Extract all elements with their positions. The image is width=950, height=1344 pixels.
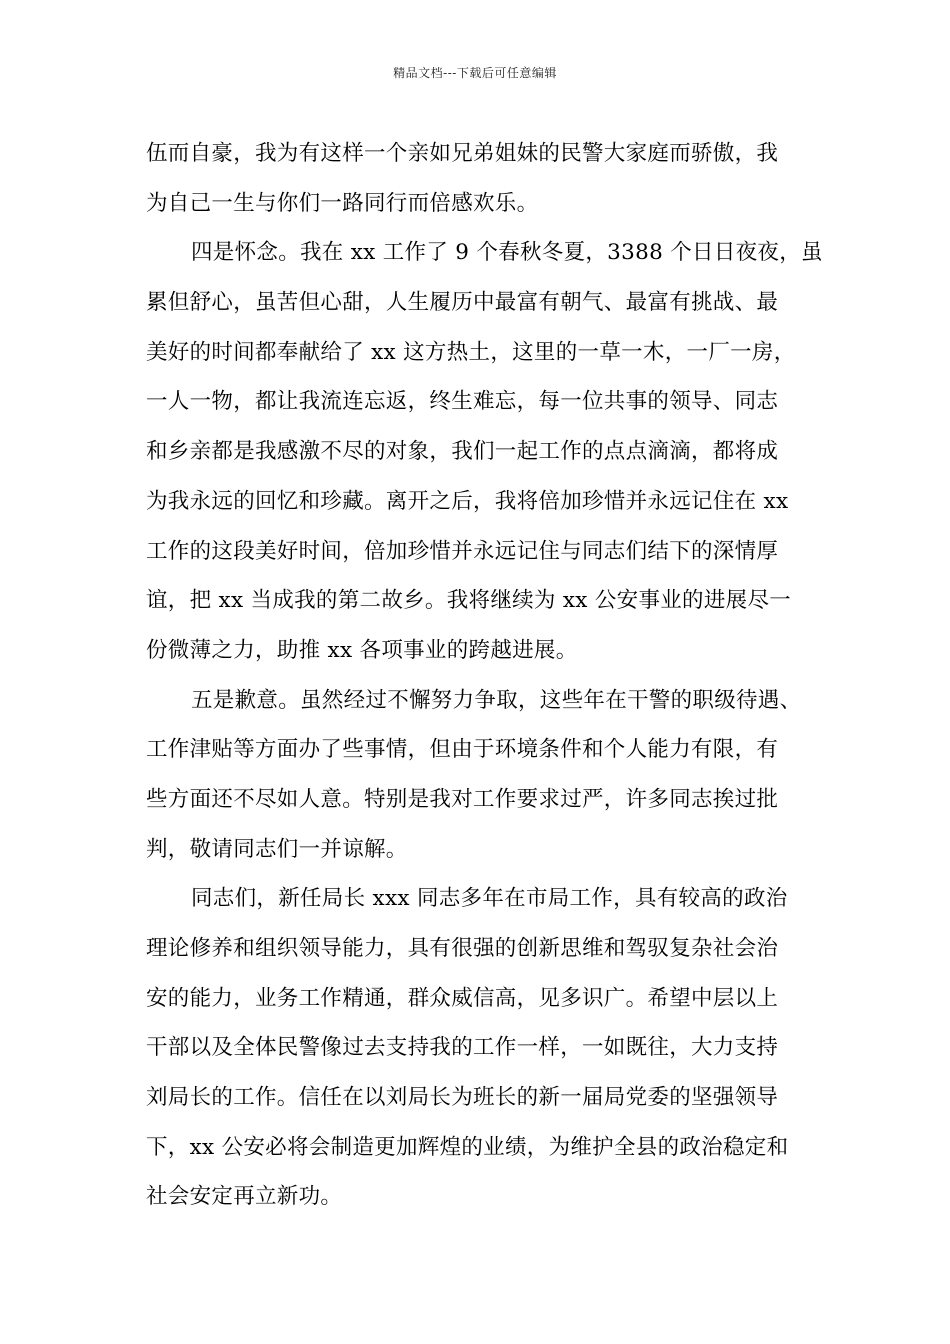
text-line: 为我永远的回忆和珍藏。离开之后，我将倍加珍惜并永远记住在 xx [146,488,789,514]
text-line: 干部以及全体民警像过去支持我的工作一样，一如既往，大力支持 [146,1035,779,1061]
paragraph-start-line: 同志们，新任局长 xxx 同志多年在市局工作，具有较高的政治 [191,886,788,912]
text-line: 美好的时间都奉献给了 xx 这方热土，这里的一草一木，一厂一房， [146,339,796,365]
text-line: 和乡亲都是我感激不尽的对象，我们一起工作的点点滴滴，都将成 [146,439,779,465]
text-line: 为自己一生与你们一路同行而倍感欢乐。 [146,190,539,216]
text-line: 份微薄之力，助推 xx 各项事业的跨越进展。 [146,637,578,663]
document-body [146,129,826,1222]
text-line: 工作津贴等方面办了些事情，但由于环境条件和个人能力有限，有 [146,737,779,763]
text-line: 社会安定再立新功。 [146,1184,343,1210]
text-line: 工作的这段美好时间，倍加珍惜并永远记住与同志们结下的深情厚 [146,538,779,564]
text-line: 下，xx 公安必将会制造更加辉煌的业绩，为维护全县的政治稳定和 [146,1134,789,1160]
text-line: 理论修养和组织领导能力，具有很强的创新思维和驾驭复杂社会治 [146,936,779,961]
text-line: 伍而自豪，我为有这样一个亲如兄弟姐妹的民警大家庭而骄傲，我 [146,141,779,166]
text-line: 判，敬请同志们一并谅解。 [146,836,408,862]
text-line: 累但舒心，虽苦但心甜，人生履历中最富有朝气、最富有挑战、最 [146,290,779,316]
text-line: 安的能力，业务工作精通，群众威信高，见多识广。希望中层以上 [146,985,779,1011]
text-line: 些方面还不尽如人意。特别是我对工作要求过严，许多同志挨过批 [146,786,779,812]
page-header: 精品文档---下载后可任意编辑 [393,66,557,80]
text-line: 刘局长的工作。信任在以刘局长为班长的新一届局党委的坚强领导 [146,1085,779,1111]
paragraph-start-line: 五是歉意。虽然经过不懈努力争取，这些年在干警的职级待遇、 [191,687,802,713]
text-line: 一人一物，都让我流连忘返，终生难忘，每一位共事的领导、同志 [146,389,779,415]
paragraph-start-line: 四是怀念。我在 xx 工作了 9 个春秋冬夏，3388 个日日夜夜，虽 [191,240,823,266]
text-line: 谊，把 xx 当成我的第二故乡。我将继续为 xx 公安事业的进展尽一 [146,588,792,614]
